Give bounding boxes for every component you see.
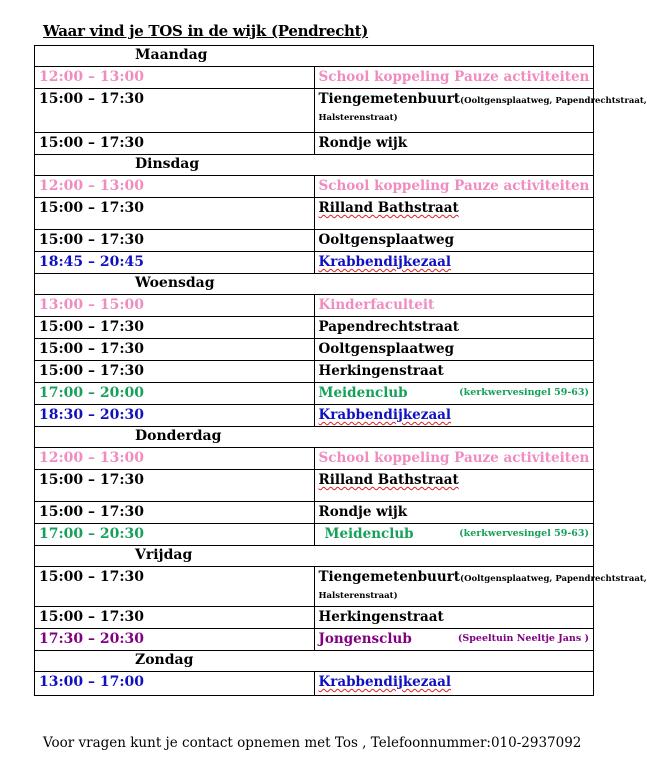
activity-cell: Herkingenstraat	[314, 607, 594, 629]
activity-detail: (Ooltgensplaatweg, Papendrechtstraat,	[460, 574, 647, 584]
table-row	[35, 176, 594, 198]
table-row	[35, 448, 594, 470]
day-header-row	[35, 651, 594, 672]
activity-detail: (kerkwervesingel 59-63)	[459, 528, 589, 539]
day-header-row	[35, 546, 594, 567]
activity-cell: School koppeling Pauze activiteiten	[314, 67, 594, 89]
activity-cell	[314, 383, 594, 405]
time-cell: 17:30 – 20:30	[35, 629, 315, 651]
activity-cell: Herkingenstraat	[314, 361, 594, 383]
activity-name: Meidenclub	[324, 526, 414, 542]
activity-detail-line2: Halsterenstraat)	[318, 113, 398, 123]
time-cell: 15:00 – 17:30	[35, 607, 315, 629]
table-row	[35, 470, 594, 502]
table-row	[35, 339, 594, 361]
table-row	[35, 133, 594, 155]
table-row	[35, 629, 594, 651]
activity-cell: Rondje wijk	[314, 502, 594, 524]
activity-cell: School koppeling Pauze activiteiten	[314, 176, 594, 198]
day-header: Maandag	[35, 46, 594, 67]
time-cell: 12:00 – 13:00	[35, 448, 315, 470]
day-header-row	[35, 46, 594, 67]
table-row	[35, 295, 594, 317]
activity-cell: Rondje wijk	[314, 133, 594, 155]
time-cell: 13:00 – 17:00	[35, 672, 315, 696]
time-cell: 15:00 – 17:30	[35, 502, 315, 524]
table-row	[35, 198, 594, 230]
activity-cell	[314, 524, 594, 546]
activity-cell: Papendrechtstraat	[314, 317, 594, 339]
time-cell: 18:45 – 20:45	[35, 252, 315, 274]
time-cell: 13:00 – 15:00	[35, 295, 315, 317]
day-header: Zondag	[35, 651, 594, 672]
table-row	[35, 567, 594, 607]
activity-name: Krabbendijkezaal	[318, 407, 452, 423]
time-cell: 15:00 – 17:30	[35, 567, 315, 607]
activity-cell	[314, 470, 594, 502]
time-cell: 15:00 – 17:30	[35, 361, 315, 383]
day-header: Donderdag	[35, 427, 594, 448]
day-header: Dinsdag	[35, 155, 594, 176]
time-cell: 15:00 – 17:30	[35, 317, 315, 339]
activity-cell	[314, 252, 594, 274]
table-row	[35, 361, 594, 383]
table-row	[35, 524, 594, 546]
day-header-row	[35, 274, 594, 295]
activity-cell	[314, 89, 647, 133]
table-row	[35, 230, 594, 252]
activity-detail: (kerkwervesingel 59-63)	[459, 387, 589, 398]
day-header: Woensdag	[35, 274, 594, 295]
activity-detail-line2: Halsterenstraat)	[318, 591, 398, 601]
time-cell: 12:00 – 13:00	[35, 67, 315, 89]
activity-cell: Kinderfaculteit	[314, 295, 594, 317]
activity-name: Krabbendijkezaal	[318, 674, 452, 690]
activity-cell	[314, 198, 594, 230]
time-cell: 17:00 – 20:30	[35, 524, 315, 546]
activity-cell	[314, 672, 594, 696]
activity-name: Tiengemetenbuurt	[318, 569, 461, 585]
time-cell: 15:00 – 17:30	[35, 339, 315, 361]
activity-name: Jongensclub	[318, 631, 412, 647]
table-row	[35, 405, 594, 427]
activity-cell: Ooltgensplaatweg	[314, 230, 594, 252]
activity-detail: (Speeltuin Neeltje Jans )	[457, 633, 589, 644]
table-row	[35, 607, 594, 629]
activity-name: Krabbendijkezaal	[318, 254, 452, 270]
activity-cell	[314, 567, 647, 607]
activity-name: Rilland Bathstraat	[318, 200, 459, 216]
table-row	[35, 89, 594, 133]
page-title: Waar vind je TOS in de wijk (Pendrecht)	[43, 22, 369, 40]
table-row	[35, 672, 594, 696]
time-cell: 15:00 – 17:30	[35, 89, 315, 133]
table-row	[35, 502, 594, 524]
time-cell: 15:00 – 17:30	[35, 198, 315, 230]
activity-cell: Ooltgensplaatweg	[314, 339, 594, 361]
time-cell: 15:00 – 17:30	[35, 133, 315, 155]
table-row	[35, 252, 594, 274]
contact-footer: Voor vragen kunt je contact opnemen met Tos , Telefoonnummer:010-2937092	[43, 735, 582, 751]
day-header: Vrijdag	[35, 546, 594, 567]
time-cell: 15:00 – 17:30	[35, 230, 315, 252]
activity-name: Tiengemetenbuurt	[318, 91, 461, 107]
time-cell: 15:00 – 17:30	[35, 470, 315, 502]
activity-cell: School koppeling Pauze activiteiten	[314, 448, 594, 470]
table-row	[35, 317, 594, 339]
activity-name: Rilland Bathstraat	[318, 472, 459, 488]
table-row	[35, 67, 594, 89]
activity-detail: (Ooltgensplaatweg, Papendrechtstraat,	[460, 96, 647, 106]
time-cell: 17:00 – 20:00	[35, 383, 315, 405]
time-cell: 12:00 – 13:00	[35, 176, 315, 198]
day-header-row	[35, 155, 594, 176]
day-header-row	[35, 427, 594, 448]
schedule-table	[34, 45, 647, 696]
time-cell: 18:30 – 20:30	[35, 405, 315, 427]
activity-name: Meidenclub	[318, 385, 408, 401]
activity-cell	[314, 405, 594, 427]
table-row	[35, 383, 594, 405]
activity-cell	[314, 629, 594, 651]
